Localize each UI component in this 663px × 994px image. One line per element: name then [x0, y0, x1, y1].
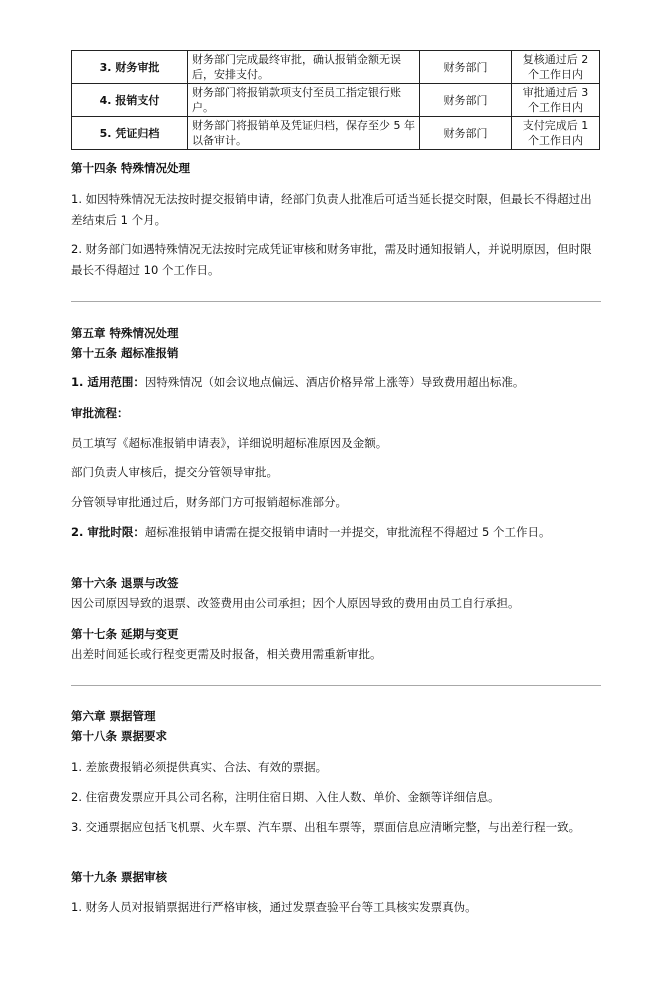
department-cell: 财务部门	[420, 51, 512, 84]
step-cell: 5. 凭证归档	[72, 117, 188, 150]
article-17-title: 第十七条 延期与变更	[71, 627, 179, 641]
article-14-item-1: 1. 如因特殊情况无法按时提交报销申请，经部门负责人批准后可适当延长提交时限，但最长不得超过出差结束后 1 个月。	[71, 192, 592, 227]
table-row	[72, 117, 600, 150]
table-row	[72, 51, 600, 84]
approval-flow-step-3: 分管领导审批通过后，财务部门方可报销超标准部分。	[71, 495, 347, 509]
section-divider	[71, 301, 601, 302]
description-cell: 财务部门完成最终审批，确认报销金额无误后，安排支付。	[188, 51, 420, 84]
article-14-item-2: 2. 财务部门如遇特殊情况无法按时完成凭证审核和财务审批，需及时通知报销人，并说明原因，但时限最长不得超过 10 个工作日。	[71, 242, 592, 277]
article-15-scope	[71, 372, 603, 393]
description-cell: 财务部门将报销单及凭证归档，保存至少 5 年以备审计。	[188, 117, 420, 150]
article-17-text: 出差时间延长或行程变更需及时报备，相关费用需重新审批。	[71, 647, 382, 661]
time-limit-text: 超标准报销申请需在提交报销申请时一并提交，审批流程不得超过 5 个工作日。	[144, 525, 551, 539]
time-limit-cell: 复核通过后 2 个工作日内	[512, 51, 600, 84]
time-limit-label: 2. 审批时限：	[71, 525, 145, 539]
process-table	[71, 50, 600, 150]
article-16-title: 第十六条 退票与改签	[71, 576, 179, 590]
chapter-6-title: 第六章 票据管理	[71, 709, 156, 723]
time-limit-cell: 支付完成后 1 个工作日内	[512, 117, 600, 150]
table-row	[72, 84, 600, 117]
section-divider	[71, 685, 601, 686]
department-cell: 财务部门	[420, 117, 512, 150]
article-16-text: 因公司原因导致的退票、改签费用由公司承担；因个人原因导致的费用由员工自行承担。	[71, 596, 520, 610]
article-14-title: 第十四条 特殊情况处理	[71, 161, 191, 175]
article-15-title: 第十五条 超标准报销	[71, 346, 179, 360]
article-18-item-1: 1. 差旅费报销必须提供真实、合法、有效的票据。	[71, 760, 328, 774]
description-cell: 财务部门将报销款项支付至员工指定银行账户。	[188, 84, 420, 117]
article-18-item-3: 3. 交通票据应包括飞机票、火车票、汽车票、出租车票等，票面信息应清晰完整，与出差行程一致。	[71, 820, 581, 834]
approval-flow-step-2: 部门负责人审核后，提交分管领导审批。	[71, 465, 278, 479]
scope-label: 1. 适用范围：	[71, 375, 145, 389]
time-limit-cell: 审批通过后 3 个工作日内	[512, 84, 600, 117]
article-19-title: 第十九条 票据审核	[71, 870, 168, 884]
step-cell: 4. 报销支付	[72, 84, 188, 117]
article-18-item-2: 2. 住宿费发票应开具公司名称，注明住宿日期、入住人数、单价、金额等详细信息。	[71, 790, 500, 804]
article-19-item-1: 1. 财务人员对报销票据进行严格审核，通过发票查验平台等工具核实发票真伪。	[71, 900, 477, 914]
chapter-5-title: 第五章 特殊情况处理	[71, 326, 179, 340]
approval-flow-label: 审批流程：	[71, 406, 129, 420]
scope-text: 因特殊情况（如会议地点偏远、酒店价格异常上涨等）导致费用超出标准。	[144, 375, 525, 389]
article-15-time-limit	[71, 522, 603, 543]
step-cell: 3. 财务审批	[72, 51, 188, 84]
article-18-title: 第十八条 票据要求	[71, 729, 168, 743]
department-cell: 财务部门	[420, 84, 512, 117]
approval-flow-step-1: 员工填写《超标准报销申请表》，详细说明超标准原因及金额。	[71, 436, 388, 450]
